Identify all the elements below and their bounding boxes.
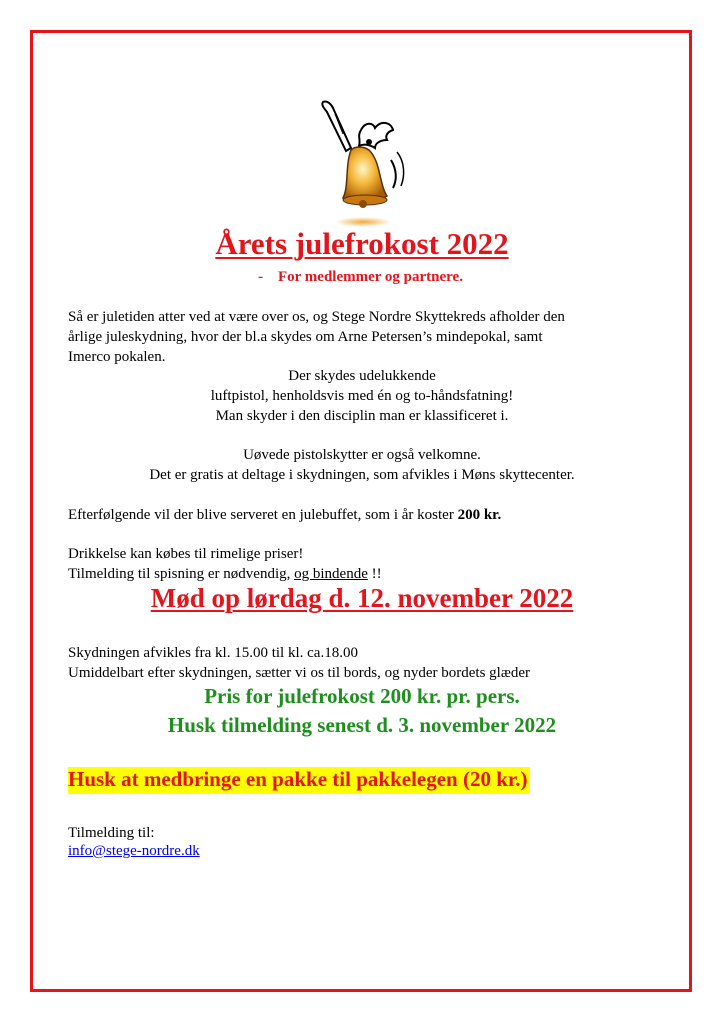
meet-date-heading: Mød op lørdag d. 12. november 2022 — [150, 583, 574, 613]
discipline-line: Der skydes udelukkende — [288, 368, 436, 384]
contact-label: Tilmelding til: — [68, 825, 155, 841]
signup-binding: og bindende — [294, 566, 368, 582]
gift-reminder: Husk at medbringe en pakke til pakkelegen (20 kr.) — [68, 767, 530, 794]
drinks-line: Drikkelse kan købes til rimelige priser! — [68, 546, 304, 562]
welcome-line: Det er gratis at deltage i skydningen, som afvikles i Møns skyttecenter. — [149, 467, 575, 483]
buffet-paragraph — [68, 505, 658, 525]
schedule-line: Skydningen afvikles fra kl. 15.00 til kl. ca.18.00 — [68, 645, 358, 661]
signup-text: Tilmelding til spisning er nødvendig, — [68, 566, 295, 582]
intro-line: årlige juleskydning, hvor der bl.a skydes om Arne Petersen’s mindepokal, samt — [68, 329, 543, 345]
buffet-price: 200 kr. — [457, 507, 502, 523]
page-title: Årets julefrokost 2022 — [215, 226, 509, 261]
discipline-block — [0, 366, 724, 426]
welcome-line: Uøvede pistolskytter er også velkomne. — [243, 447, 481, 463]
intro-paragraph — [68, 307, 658, 367]
schedule-paragraph — [68, 643, 658, 683]
signup-line — [68, 564, 658, 584]
deadline-line: Husk tilmelding senest d. 3. november 2022 — [167, 713, 557, 737]
subtitle — [258, 269, 463, 286]
intro-line: Så er juletiden atter ved at være over os, og Stege Nordre Skyttekreds afholder den — [68, 309, 565, 325]
signup-suffix: !! — [367, 566, 382, 582]
buffet-text: Efterfølgende vil der blive serveret en julebuffet, som i år koster — [68, 507, 458, 523]
welcome-block — [0, 445, 724, 485]
subtitle-dash: - — [258, 269, 263, 285]
schedule-line: Umiddelbart efter skydningen, sætter vi os til bords, og nyder bordets glæder — [68, 665, 531, 681]
drinks-paragraph — [68, 544, 658, 584]
discipline-line: Man skyder i den disciplin man er klassificeret i. — [215, 408, 509, 424]
subtitle-text: For medlemmer og partnere. — [278, 269, 463, 285]
intro-line: Imerco pokalen. — [68, 349, 166, 365]
contact-email-link[interactable]: info@stege-nordre.dk — [68, 843, 200, 859]
christmas-bell-icon — [313, 100, 413, 230]
price-line: Pris for julefrokost 200 kr. pr. pers. — [204, 684, 520, 708]
discipline-line: luftpistol, henholdsvis med én og to-håndsfatning! — [210, 388, 514, 404]
